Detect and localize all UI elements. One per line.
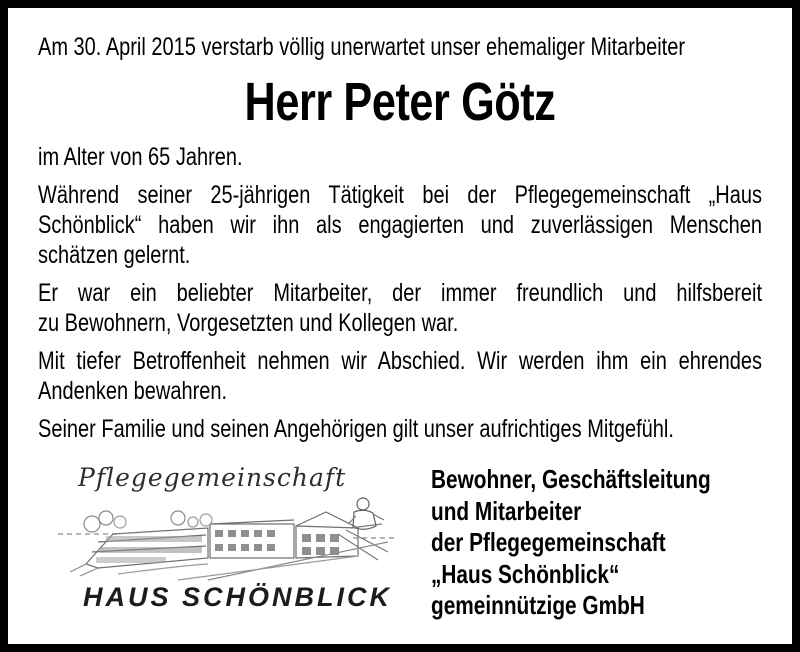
- body-paragraphs: [38, 142, 762, 444]
- signature-line: Bewohner, Geschäftsleitung: [431, 464, 711, 494]
- paragraph-line: Während seiner 25-jährigen Tätigkeit bei der Pflegegemeinschaft „Haus: [38, 181, 762, 209]
- haus-schoenblick-sketch-icon: [58, 494, 398, 582]
- paragraph-line: im Alter von 65 Jahren.: [38, 143, 243, 171]
- facility-logo: [38, 462, 403, 612]
- signature-block: [431, 464, 761, 622]
- paragraph: [38, 142, 762, 172]
- signature-line: der Pflegegemeinschaft: [431, 527, 666, 557]
- paragraph-line: schätzen gelernt.: [38, 241, 191, 269]
- paragraph-line: Seiner Familie und seinen Angehörigen gilt unser aufrichtiges Mitgefühl.: [38, 415, 674, 443]
- footer-row: [38, 462, 762, 622]
- signature-column: [431, 462, 800, 622]
- notice-content: [8, 8, 792, 622]
- signature-line: und Mitarbeiter: [431, 495, 582, 526]
- paragraph-line: zu Bewohnern, Vorgesetzten und Kollegen war.: [38, 309, 459, 337]
- paragraph-line: Mit tiefer Betroffenheit nehmen wir Abschied. Wir werden ihm ein ehrendes: [38, 347, 762, 375]
- paragraph: [38, 278, 762, 338]
- paragraph-line: Er war ein beliebter Mitarbeiter, der immer freundlich und hilfsbereit: [38, 279, 762, 307]
- paragraph-line: Andenken bewahren.: [38, 377, 228, 405]
- paragraph: [38, 414, 762, 444]
- logo-caption: HAUS SCHÖNBLICK: [83, 582, 393, 612]
- paragraph-line: Schönblick“ haben wir ihn als engagierten und zuverlässigen Menschen: [38, 211, 762, 239]
- signature-line: „Haus Schönblick“: [431, 558, 620, 589]
- paragraph: [38, 346, 762, 406]
- signature-line: gemeinnützige GmbH: [431, 590, 645, 620]
- logo-brand-text: Pflegegemeinschaft: [78, 463, 347, 492]
- intro-line: Am 30. April 2015 verstarb völlig unerwartet unser ehemaliger Mitarbeiter: [38, 33, 685, 61]
- paragraph: [38, 180, 762, 270]
- deceased-name: Herr Peter Götz: [244, 72, 556, 132]
